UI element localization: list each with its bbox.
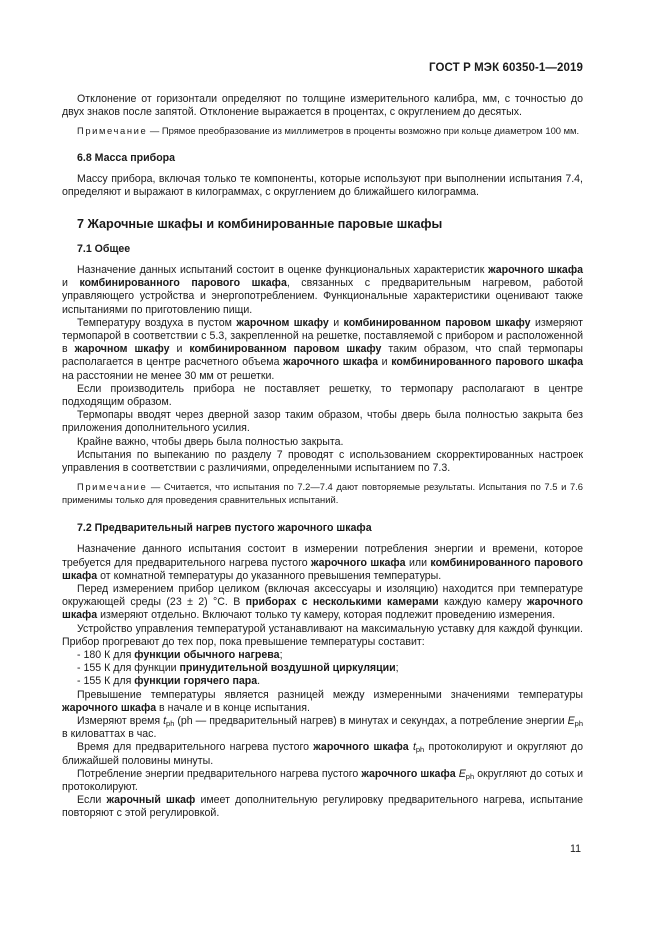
list-item: - 180 К для функции обычного нагрева; <box>77 649 283 661</box>
section-heading-7-2: 7.2 Предварительный нагрев пустого жарочного шкафа <box>77 522 372 535</box>
document-header: ГОСТ Р МЭК 60350-1—2019 <box>429 62 583 74</box>
paragraph: Массу прибора, включая только те компоненты, которые используют при выполнении испытания 7.4, определяют и выражают в килограммах, с округлением до ближайшего килограмма. <box>62 173 583 199</box>
note-label: Примечание <box>77 481 148 493</box>
paragraph: Превышение температуры является разницей между измеренными значениями температуры жарочного шкафа в начале и в конце испытания. <box>62 688 583 714</box>
note-text: — Прямое преобразование из миллиметров в проценты возможно при кольце диаметром 100 мм. <box>147 125 580 137</box>
paragraph: Температуру воздуха в пустом жарочном шкафу и комбинированном паровом шкафу измеряют термопарой в соответствии с 5.3, закрепленной на решетке, поставляемой с прибором и расположенной в жарочном шкафу и комбинированном паровом шкафу таким образом, что спай термопары располагается в центре расчетного объема жарочного шкафа и комбинированного парового шкафа на расстоянии не менее 30 мм от решетки. <box>62 316 583 382</box>
paragraph: Отклонение от горизонтали определяют по толщине измерительного калибра, мм, с точностью до двух знаков после запятой. Отклонение выражается в процентах, с округлением до десятых. <box>62 93 583 119</box>
paragraph: Термопары вводят через дверной зазор таким образом, чтобы дверь была полностью закрыта без приложения дополнительного усилия. <box>62 409 583 435</box>
paragraph: Время для предварительного нагрева пустого жарочного шкафа $t_{ph}$ протоколируют и округляют до ближайшей половины минуты. <box>62 741 583 767</box>
list-item: - 155 К для функции принудительной воздушной циркуляции; <box>77 662 399 675</box>
note <box>62 125 583 138</box>
list-item: - 155 К для функции горячего пара. <box>77 675 261 688</box>
note-label: Примечание <box>77 125 148 137</box>
paragraph: Крайне важно, чтобы дверь была полностью закрыта. <box>77 435 344 448</box>
paragraph: Испытания по выпеканию по разделу 7 проводят с использованием скорректированных настроек управления в соответствии с различиями, определенными испытанием по 7.3. <box>62 448 583 474</box>
paragraph: Если производитель прибора не поставляет решетку, то термопару располагают в центре подходящим образом. <box>62 382 583 408</box>
section-heading-7: 7 Жарочные шкафы и комбинированные паровые шкафы <box>77 216 443 231</box>
section-heading-6-8: 6.8 Масса прибора <box>77 151 176 164</box>
note-text: — Считается, что испытания по 7.2—7.4 дают повторяемые результаты. Испытания по 7.5 и 7.6 применимы только для проведения сравнительных испытаний. <box>62 481 583 505</box>
paragraph: Назначение данных испытаний состоит в оценке функциональных характеристик жарочного шкафа и комбинированного парового шкафа, связанных с предварительным нагревом, работой управляющего устройства и энергопотреблением. Функциональные характеристики оценивают также испытаниями по приготовлению пищи. <box>62 263 583 316</box>
page-number: 11 <box>570 843 581 855</box>
paragraph: Назначение данного испытания состоит в измерении потребления энергии и времени, которое требуется для предварительного нагрева пустого жарочного шкафа или комбинированного парового шкафа от комнатной температуры до указанного превышения температуры. <box>62 543 584 582</box>
note <box>62 481 583 506</box>
page-body <box>62 93 583 821</box>
paragraph: Перед измерением прибор целиком (включая аксессуары и изоляцию) находится при температуре окружающей среды (23 ± 2) °С. В приборах с несколькими камерами каждую камеру жарочного шкафа измеряют отдельно. Включают только ту камеру, которая подлежит проведению измерения. <box>62 582 584 622</box>
paragraph: Измеряют время $t_{ph}$ (ph — предварительный нагрев) в минутах и секундах, а потребление энергии $E_{ph}$ в киловаттах в час. <box>62 715 583 741</box>
paragraph: Если жарочный шкаф имеет дополнительную регулировку предварительного нагрева, испытание повторяют с этой регулировкой. <box>62 794 583 820</box>
section-heading-7-1: 7.1 Общее <box>77 242 131 255</box>
paragraph: Устройство управления температурой устанавливают на максимальную уставку для каждой функции. Прибор прогревают до тех пор, пока превышение температуры составит: <box>62 622 583 648</box>
paragraph: Потребление энергии предварительного нагрева пустого жарочного шкафа $E_{ph}$ округляют до сотых и протоколируют. <box>62 767 584 794</box>
